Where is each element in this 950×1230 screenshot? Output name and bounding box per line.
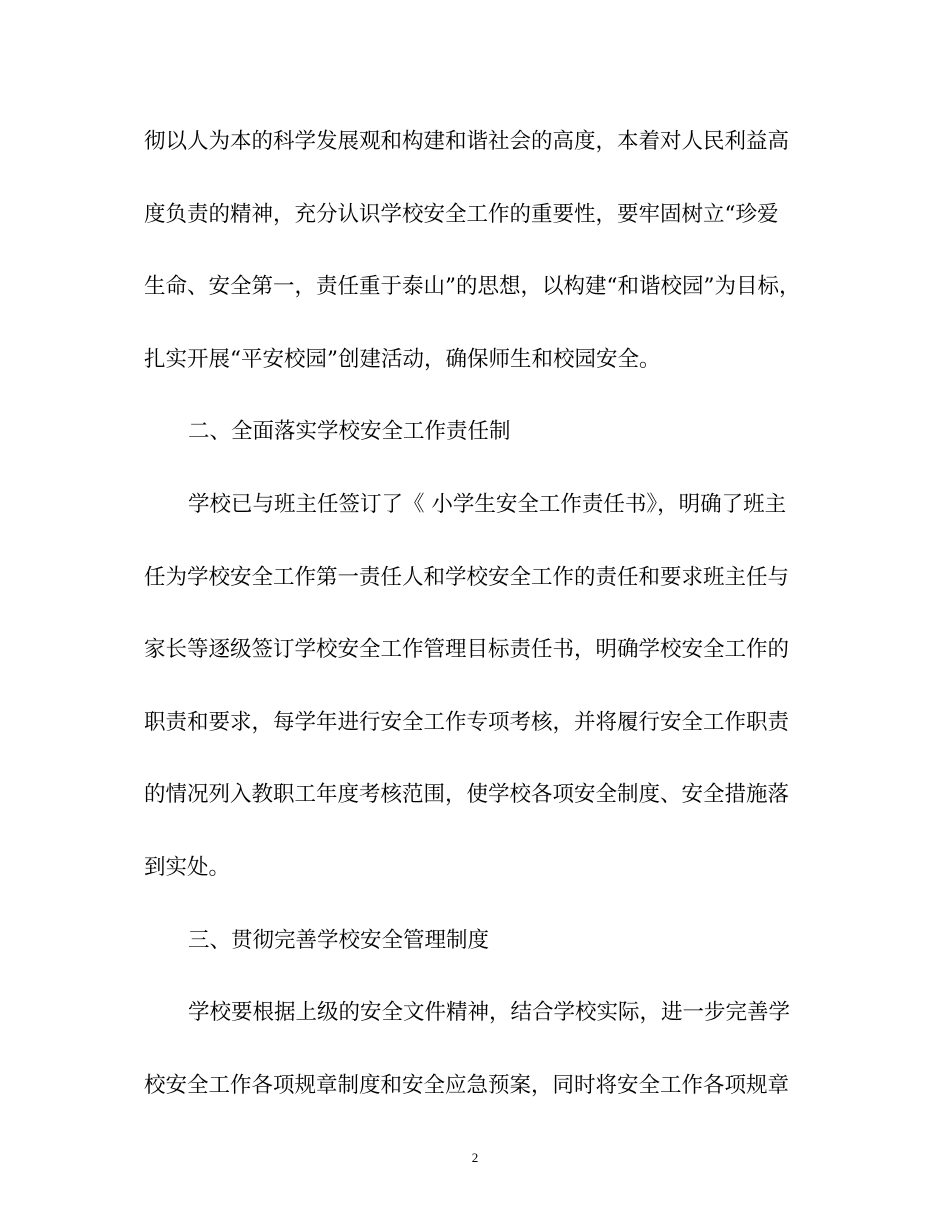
text-line: 度负责的精神，充分认识学校安全工作的重要性，要牢固树立“珍爱 [144, 201, 779, 227]
page-body [144, 127, 806, 1143]
text-line: 生命、安全第一，责任重于泰山”的思想，以构建“和谐校园”为目标， [144, 274, 801, 300]
section-heading: 三、贯彻完善学校安全管理制度 [188, 927, 490, 953]
section-heading: 二、全面落实学校安全工作责任制 [188, 419, 511, 445]
text-line: 任为学校安全工作第一责任人和学校安全工作的责任和要求班主任与 [144, 564, 790, 590]
text-line: 学校已与班主任签订了《 小学生安全工作责任书》，明确了班主 [188, 491, 787, 517]
text-line: 家长等逐级签订学校安全工作管理目标责任书，明确学校安全工作的 [144, 637, 790, 663]
text-line: 校安全工作各项规章制度和安全应急预案，同时将安全工作各项规章 [144, 1072, 790, 1098]
text-line: 职责和要求，每学年进行安全工作专项考核，并将履行安全工作职责 [144, 709, 790, 735]
text-line: 彻以人为本的科学发展观和构建和谐社会的高度，本着对人民利益高 [144, 129, 790, 154]
text-line: 到实处。 [144, 854, 231, 880]
text-line: 的情况列入教职工年度考核范围，使学校各项安全制度、安全措施落 [144, 782, 790, 808]
page-number: 2 [471, 1150, 479, 1165]
text-line: 扎实开展“平安校园”创建活动，确保师生和校园安全。 [144, 346, 661, 372]
text-line: 学校要根据上级的安全文件精神，结合学校实际，进一步完善学 [188, 1000, 791, 1026]
